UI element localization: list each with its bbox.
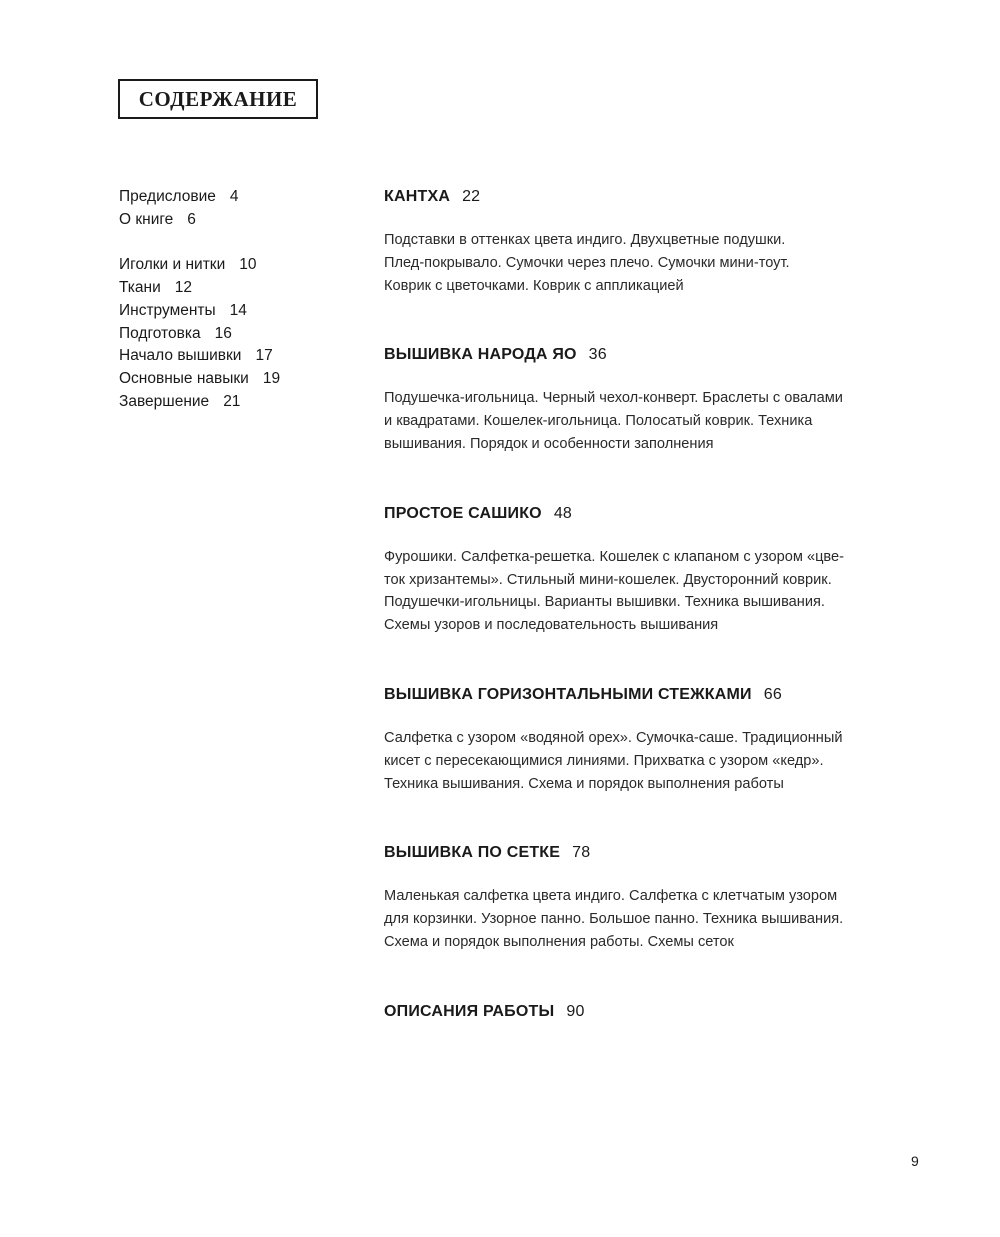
chapter-section [384, 841, 884, 953]
description-line: Салфетка с узором «водяной орех». Сумочка-саше. Традиционный [384, 729, 843, 746]
chapter-title: ВЫШИВКА ПО СЕТКЕ [384, 844, 561, 862]
chapter-heading[interactable] [384, 185, 884, 209]
description-line: кисет с пересекающимися линиями. Прихватка с узором «кедр». [384, 752, 824, 769]
toc-entry[interactable] [119, 345, 280, 368]
toc-entry-page: 16 [214, 324, 232, 342]
chapter-heading[interactable] [384, 841, 884, 865]
toc-entry[interactable] [119, 254, 280, 277]
toc-entry[interactable] [119, 300, 280, 323]
toc-entry[interactable] [119, 277, 280, 300]
toc-entry-page: 17 [255, 347, 273, 365]
toc-entry[interactable] [119, 323, 280, 346]
description-line: Фурошики. Салфетка-решетка. Кошелек с клапаном с узором «цве- [384, 548, 844, 565]
chapter-description [384, 727, 884, 795]
chapter-section [384, 502, 884, 637]
chapter-title: КАНТХА [384, 188, 451, 205]
toc-entry-label: Иголки и нитки [119, 256, 226, 274]
chapter-section [384, 343, 884, 455]
toc-entry-label: Инструменты [119, 301, 216, 319]
toc-entry-page: 10 [239, 256, 257, 274]
toc-entry-label: Ткани [119, 279, 161, 297]
chapter-title: ПРОСТОЕ САШИКО [384, 504, 542, 522]
chapter-heading[interactable] [384, 1000, 884, 1024]
description-line: Подушечки-игольницы. Варианты вышивки. Техника вышивания. [384, 594, 825, 611]
chapter-section [384, 185, 884, 297]
toc-entry-page: 21 [223, 392, 241, 410]
description-line: Схемы узоров и последовательность вышивания [384, 617, 719, 634]
description-line: Подставки в оттенках цвета индиго. Двухцветные подушки. [384, 232, 786, 248]
toc-entry-page: 12 [174, 279, 192, 297]
description-line: Подушечка-игольница. Черный чехол-конверт. Браслеты с овалами [384, 390, 843, 407]
toc-entry-page: 6 [187, 210, 196, 228]
toc-entry[interactable] [119, 391, 280, 414]
description-line: Плед-покрывало. Сумочки через плечо. Сумочки мини-тоут. [384, 254, 790, 271]
chapter-section [384, 1000, 884, 1024]
toc-entry[interactable] [119, 368, 280, 391]
description-line: для корзинки. Узорное панно. Большое панно. Техника вышивания. [384, 911, 844, 928]
chapter-description [384, 387, 884, 455]
chapter-page: 48 [553, 504, 573, 522]
toc-entry[interactable] [119, 209, 280, 232]
toc-entry-label: Предисловие [119, 188, 216, 205]
page-number: 9 [911, 1153, 919, 1169]
chapter-page: 22 [462, 188, 481, 205]
description-line: ток хризантемы». Стильный мини-кошелек. Двусторонний коврик. [384, 571, 832, 588]
chapter-page: 66 [763, 685, 782, 703]
toc-entry-label: Подготовка [119, 324, 201, 342]
toc-entry-label: Завершение [119, 392, 210, 410]
chapter-description [384, 546, 884, 637]
chapter-page: 90 [566, 1002, 585, 1020]
toc-entry-label: Основные навыки [119, 369, 249, 387]
description-line: вышивания. Порядок и особенности заполнения [384, 435, 714, 452]
chapter-title: ВЫШИВКА ГОРИЗОНТАЛЬНЫМИ СТЕЖКАМИ [384, 685, 752, 703]
chapter-title: ОПИСАНИЯ РАБОТЫ [384, 1002, 555, 1020]
toc-entry-label: О книге [119, 210, 174, 228]
chapter-section [384, 683, 884, 795]
chapter-description [384, 885, 884, 953]
chapter-heading[interactable] [384, 683, 884, 707]
chapter-page: 36 [588, 346, 607, 364]
description-line: Маленькая салфетка цвета индиго. Салфетка с клетчатым узором [384, 888, 838, 905]
toc-entry[interactable] [119, 186, 280, 209]
description-line: и квадратами. Кошелек-игольница. Полосатый коврик. Техника [384, 413, 813, 430]
chapter-description [384, 229, 884, 297]
toc-group-intro [119, 186, 280, 231]
contents-title-box [118, 79, 318, 119]
page-title: СОДЕРЖАНИЕ [138, 86, 298, 111]
toc-entry-label: Начало вышивки [119, 347, 242, 365]
chapter-heading[interactable] [384, 343, 884, 367]
description-line: Схема и порядок выполнения работы. Схемы сеток [384, 933, 734, 950]
toc-entry-page: 4 [229, 188, 239, 205]
front-matter-toc [119, 186, 280, 413]
toc-entry-page: 19 [262, 369, 281, 387]
chapter-heading[interactable] [384, 502, 884, 526]
chapters-toc [384, 185, 884, 1070]
description-line: Техника вышивания. Схема и порядок выполнения работы [384, 775, 784, 792]
toc-group-basics [119, 254, 280, 413]
toc-entry-page: 14 [229, 301, 247, 319]
description-line: Коврик с цветочками. Коврик с аппликацией [384, 277, 684, 294]
chapter-title: ВЫШИВКА НАРОДА ЯО [384, 346, 577, 364]
chapter-page: 78 [572, 844, 591, 862]
